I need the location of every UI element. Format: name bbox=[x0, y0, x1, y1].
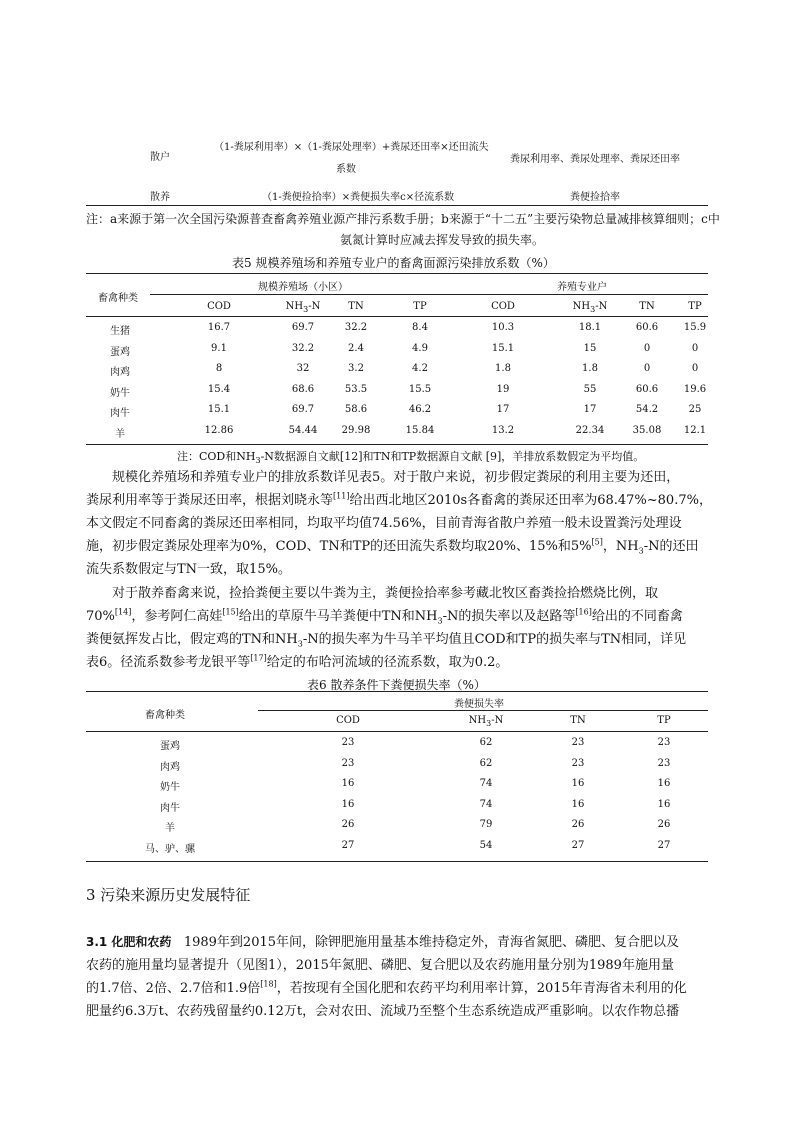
table5-cell: 15.9 bbox=[683, 322, 707, 333]
citation-5: [5] bbox=[591, 537, 603, 547]
table5-cell: 3.2 bbox=[348, 363, 364, 374]
table5-row-label: 奶牛 bbox=[110, 387, 130, 399]
table5-cell: 29.98 bbox=[341, 424, 371, 436]
table5-cell: 10.3 bbox=[491, 322, 515, 333]
table5-subheader-tp-2: TP bbox=[688, 301, 702, 312]
section-3-1-line-4: 肥量约6.3万t、农药残留量约0.12万t，会对农田、流域乃至整个生态系统造成严重影响。以农作物总播 bbox=[86, 1004, 680, 1019]
table5-cell: 0 bbox=[643, 363, 651, 374]
table5-subheader-cod-2: COD bbox=[491, 301, 515, 312]
table5-cell: 55 bbox=[583, 383, 597, 395]
table5-subheader-nh3n-2: $NH_3-N$ bbox=[572, 301, 608, 314]
table6-cell: 54 bbox=[479, 839, 493, 851]
table6-cell: 26 bbox=[341, 819, 355, 830]
section-3-1-line-3: 的1.7倍、2倍、2.7倍和1.9倍[18]，若按现有全国化肥和农药平均利用率计算，2015年青海省未利用的化 bbox=[86, 979, 687, 996]
table5-cell: 17 bbox=[583, 404, 597, 415]
table5-cell: 58.6 bbox=[344, 404, 368, 415]
table6-cell: 23 bbox=[657, 737, 671, 748]
paragraph-2-line-1: 对于散养畜禽来说，捡拾粪便主要以牛粪为主，粪便捡拾率参考藏北牧区畜粪捡拾燃烧比例，取 bbox=[112, 586, 659, 601]
table6-row-label: 肉鸡 bbox=[160, 761, 180, 773]
table5-cell: 15.4 bbox=[207, 383, 231, 395]
table5-cell: 54.2 bbox=[635, 404, 659, 415]
table5-subheader-tn: TN bbox=[348, 301, 364, 312]
table5-cell: 19 bbox=[496, 383, 510, 395]
table5-subheader-cod: COD bbox=[207, 301, 231, 312]
table5-cell: 19.6 bbox=[683, 383, 707, 395]
citation-17: [17] bbox=[250, 653, 267, 663]
table5-group1-header: 规模养殖场（小区） bbox=[258, 282, 348, 293]
table6-cell: 62 bbox=[479, 757, 493, 769]
table4-row1-label: 散户 bbox=[150, 152, 170, 163]
table5-cell: 32.2 bbox=[344, 322, 368, 333]
table5-cell: 1.8 bbox=[495, 363, 511, 374]
table6-cell: 16 bbox=[657, 798, 671, 810]
table6-caption: 表6 散养条件下粪便损失率（%） bbox=[307, 678, 486, 692]
table5-cell: 22.34 bbox=[575, 424, 605, 436]
table5-cell: 32.2 bbox=[291, 342, 315, 354]
table6-cell: 16 bbox=[341, 778, 355, 789]
table5-group-rule bbox=[150, 294, 708, 295]
table5-subheader-tn-2: TN bbox=[639, 301, 655, 312]
table5-species-header: 畜禽种类 bbox=[98, 293, 138, 304]
table6-subheader-nh3n: $NH_3-N$ bbox=[468, 715, 504, 728]
table4-bottom-rule bbox=[86, 205, 708, 206]
table6-row-label: 奶牛 bbox=[160, 782, 180, 793]
table5-row-label: 肉牛 bbox=[110, 408, 130, 419]
table6-row-label: 肉牛 bbox=[160, 802, 180, 814]
table5-row-label: 肉鸡 bbox=[110, 367, 130, 378]
table5-row-label: 生猪 bbox=[110, 326, 130, 337]
table5-cell: 9.1 bbox=[211, 342, 227, 354]
table5-cell: 35.08 bbox=[632, 424, 662, 436]
table5-cell: 0 bbox=[643, 342, 651, 354]
table6-subheader-tn: TN bbox=[570, 715, 586, 726]
table4-note-line2: 氨氮计算时应减去挥发导致的损失率。 bbox=[340, 233, 545, 247]
table6-cell: 16 bbox=[657, 778, 671, 789]
table5-cell: 13.2 bbox=[491, 424, 515, 436]
citation-16: [16] bbox=[575, 607, 592, 617]
table6-cell: 16 bbox=[571, 778, 585, 789]
table6-header-rule bbox=[86, 731, 708, 732]
table5-cell: 46.2 bbox=[408, 404, 432, 415]
table5-cell: 1.8 bbox=[582, 363, 598, 374]
table6-group-rule bbox=[258, 710, 708, 711]
paragraph-1-line-3: 本文假定不同畜禽的粪尿还田率相同，均取平均值74.56%，目前青海省散户养殖一般未设置粪污处理设 bbox=[86, 516, 682, 531]
table6-cell: 74 bbox=[479, 778, 493, 789]
table5-subheader-tp: TP bbox=[413, 301, 427, 312]
table4-row2-params: 粪便捡拾率 bbox=[570, 192, 620, 203]
table5-cell: 60.6 bbox=[635, 322, 659, 333]
table6-cell: 62 bbox=[479, 737, 493, 748]
table5-caption: 表5 规模养殖场和养殖专业户的畜禽面源污染排放系数（%） bbox=[232, 256, 555, 270]
table5-cell: 8.4 bbox=[412, 322, 428, 333]
paragraph-1-line-5: 流失系数假定与TN一致，取15%。 bbox=[86, 562, 291, 577]
table5-cell: 4.9 bbox=[412, 342, 428, 354]
table6-cell: 27 bbox=[657, 839, 671, 851]
table6-cell: 23 bbox=[341, 737, 355, 748]
table5-cell: 15.1 bbox=[207, 404, 231, 415]
citation-18: [18] bbox=[260, 979, 277, 989]
paragraph-2 bbox=[86, 582, 708, 674]
table6-cell: 23 bbox=[571, 737, 585, 748]
table6-cell: 74 bbox=[479, 798, 493, 810]
table4-row1-formula-cont: 系数 bbox=[336, 164, 356, 175]
table6-bottom-rule bbox=[86, 861, 708, 862]
table5-cell: 15.84 bbox=[405, 424, 435, 436]
table6-row-label: 羊 bbox=[165, 823, 175, 834]
table5-cell: 0 bbox=[691, 363, 699, 374]
section-3-1-paragraph bbox=[86, 931, 708, 1023]
table6-row-label: 蛋鸡 bbox=[160, 741, 180, 752]
table5-cell: 18.1 bbox=[578, 322, 602, 333]
table5-cell: 54.44 bbox=[288, 424, 318, 436]
table5-cell: 12.1 bbox=[683, 424, 707, 436]
table5-cell: 60.6 bbox=[635, 383, 659, 395]
table6-group-header: 粪便损失率 bbox=[454, 699, 504, 710]
table5-cell: 68.6 bbox=[291, 383, 315, 395]
table5-cell: 4.2 bbox=[412, 363, 428, 374]
table5-cell: 25 bbox=[688, 404, 702, 415]
table5-cell: 15.1 bbox=[491, 342, 515, 354]
paragraph-1-line-4: 施，初步假定粪尿处理率为0%，COD、TN和TP的还田流失系数均取20%、15%和5%[5]，$NH_3-N$的还田 bbox=[86, 537, 699, 556]
table5-bottom-rule bbox=[86, 444, 708, 445]
paragraph-1 bbox=[86, 466, 712, 581]
table5-group2-header: 养殖专业户 bbox=[557, 282, 607, 293]
table6-cell: 23 bbox=[657, 757, 671, 769]
table6-cell: 79 bbox=[479, 819, 493, 830]
table5-cell: 12.86 bbox=[204, 424, 234, 436]
table5-cell: 32 bbox=[296, 363, 310, 374]
table6-species-header: 畜禽种类 bbox=[145, 710, 185, 721]
table5-cell: 2.4 bbox=[348, 342, 364, 354]
table6-row-label: 马、驴、骡 bbox=[145, 843, 195, 855]
paragraph-1-line-2: 粪尿利用率等于粪尿还田率，根据刘晓永等[11]给出西北地区2010s各畜禽的粪尿还田率为68.47%~80.7%， bbox=[86, 491, 712, 508]
section-3-heading: 3 污染来源历史发展特征 bbox=[86, 886, 251, 904]
table6-subheader-cod: COD bbox=[336, 715, 360, 726]
table5-cell: 16.7 bbox=[207, 322, 231, 333]
table5-cell: 69.7 bbox=[291, 404, 315, 415]
table5-row-label: 蛋鸡 bbox=[110, 346, 130, 358]
table6-cell: 27 bbox=[571, 839, 585, 851]
citation-15: [15] bbox=[222, 607, 239, 617]
table6-cell: 26 bbox=[571, 819, 585, 830]
citation-11: [11] bbox=[333, 491, 350, 501]
table5-note: 注：COD和$NH_3-N$数据源自文献[12]和TN和TP数据源自文献 [9]，羊排放系数假定为平均值。 bbox=[177, 450, 645, 466]
paragraph-2-line-4: 表6。径流系数参考龙银平等[17]给定的布哈河流域的径流系数，取为0.2。 bbox=[86, 653, 509, 670]
paragraph-2-line-3: 粪便氨挥发占比，假定鸡的TN和$NH_3-N$的损失率为牛马羊平均值且COD和TP的损失率与TN相同，详见 bbox=[86, 632, 687, 649]
table5-cell: 69.7 bbox=[291, 322, 315, 333]
table4-row2-label: 散养 bbox=[150, 192, 170, 203]
table5-subheader-nh3n: $NH_3-N$ bbox=[285, 301, 321, 314]
table5-header-rule bbox=[86, 316, 708, 317]
table5-cell: 17 bbox=[496, 404, 510, 415]
table5-top-rule bbox=[86, 273, 708, 274]
section-3-1-line-2: 农药的施用量均显著提升（见图1），2015年氮肥、磷肥、复合肥以及农药施用量分别为1989年施用量 bbox=[86, 958, 674, 973]
paragraph-2-line-2: 70%[14]，参考阿仁高娃[15]给出的草原牛马羊粪便中TN和$NH_3-N$的损失率以及赵路等[16]给出的不同畜禽 bbox=[86, 607, 683, 626]
table4-row1-formula: （1-粪尿利用率）×（1-粪尿处理率）+粪尿还田率×还田流失 bbox=[214, 142, 489, 153]
table6-cell: 27 bbox=[341, 839, 355, 851]
paragraph-1-line-1: 规模化养殖场和养殖专业户的排放系数详见表5。对于散户来说，初步假定粪尿的利用主要为还田， bbox=[112, 470, 680, 485]
table6-cell: 16 bbox=[341, 798, 355, 810]
table5-row-label: 羊 bbox=[115, 428, 125, 440]
table5-cell: 15 bbox=[583, 342, 597, 354]
section-3-1-title: 3.1 化肥和农药 bbox=[86, 935, 172, 949]
table4-note-line1: 注：a来源于第一次全国污染源普查畜禽养殖业源产排污系数手册；b来源于“十二五”主要污染物总量减排核算细则；c中 bbox=[86, 212, 720, 226]
table5-cell: 53.5 bbox=[344, 383, 368, 395]
table6-subheader-tp: TP bbox=[657, 715, 671, 726]
table6-cell: 16 bbox=[571, 798, 585, 810]
table6-cell: 23 bbox=[341, 757, 355, 769]
table6-top-rule bbox=[86, 691, 708, 692]
section-3-1-line-1: 3.1 化肥和农药 1989年到2015年间，除钾肥施用量基本维持稳定外，青海省氮肥、磷肥、复合肥以及 bbox=[86, 935, 680, 950]
citation-14: [14] bbox=[114, 607, 132, 617]
table6-cell: 23 bbox=[571, 757, 585, 769]
table5-cell: 15.5 bbox=[408, 383, 432, 395]
table4-row1-params: 粪尿利用率、粪尿处理率、粪尿还田率 bbox=[510, 154, 680, 165]
table5-cell: 8 bbox=[215, 363, 223, 374]
table5-cell: 0 bbox=[691, 342, 699, 354]
table4-row2-formula: （1-粪便捡拾率）×粪便损失率c×径流系数 bbox=[262, 192, 455, 203]
table6-cell: 26 bbox=[657, 819, 671, 830]
